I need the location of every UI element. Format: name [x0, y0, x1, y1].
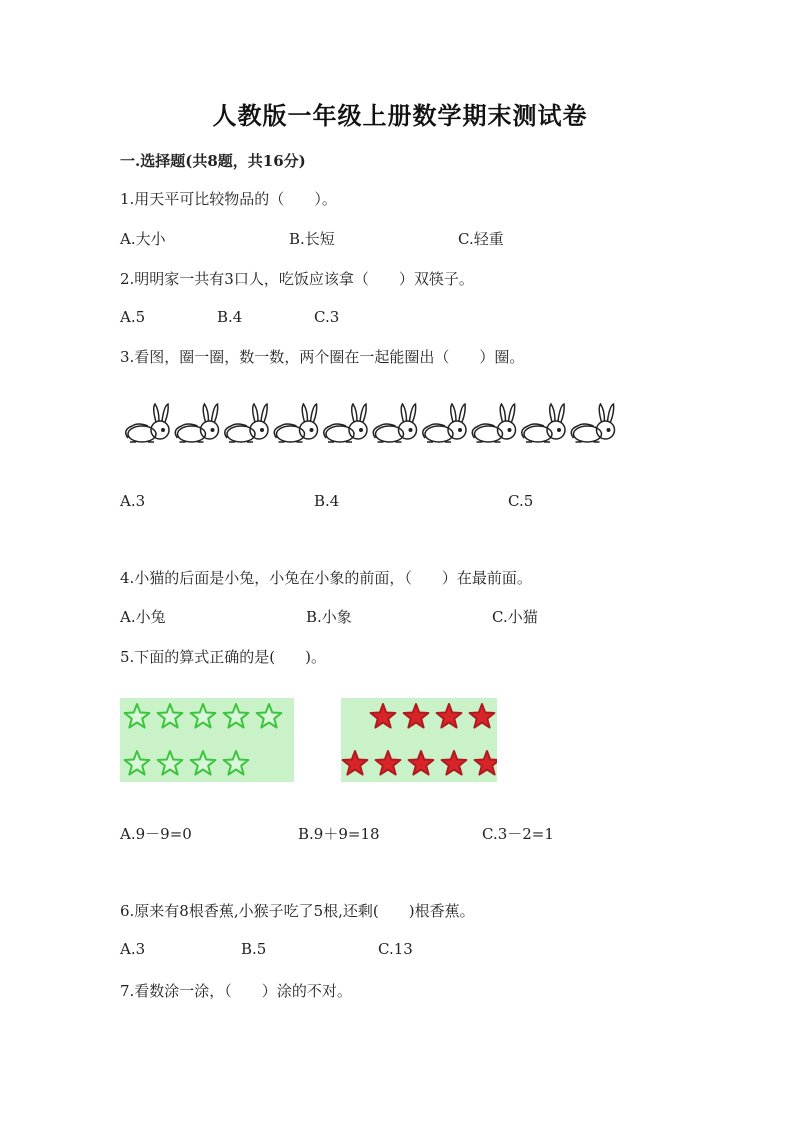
q2-option-b[interactable]: B.4	[217, 308, 243, 326]
q1-option-a[interactable]: A.大小	[120, 230, 166, 248]
q6-option-a[interactable]: A.3	[120, 940, 146, 958]
q2-option-c[interactable]: C.3	[314, 308, 340, 326]
rabbit-icon	[522, 404, 565, 442]
q4-option-c[interactable]: C.小猫	[492, 608, 538, 626]
q1-option-c[interactable]: C.轻重	[458, 230, 504, 248]
rabbits-figure	[122, 400, 622, 448]
q2-option-a[interactable]: A.5	[120, 308, 146, 326]
q1-option-b[interactable]: B.长短	[289, 230, 335, 248]
q6-option-c[interactable]: C.13	[378, 940, 413, 958]
green-stars-figure	[120, 698, 294, 782]
rabbit-icon	[225, 404, 268, 442]
q4-option-b[interactable]: B.小象	[306, 608, 352, 626]
question-5: 5.下面的算式正确的是( )。	[120, 648, 327, 666]
question-4: 4.小猫的后面是小兔，小兔在小象的前面，（ ）在最前面。	[120, 569, 532, 587]
q6-option-b[interactable]: B.5	[241, 940, 267, 958]
rabbit-icon	[175, 404, 218, 442]
q3-option-b[interactable]: B.4	[314, 492, 340, 510]
red-stars-figure	[341, 698, 497, 782]
question-6: 6.原来有8根香蕉,小猴子吃了5根,还剩( )根香蕉。	[120, 902, 475, 920]
q3-option-c[interactable]: C.5	[508, 492, 534, 510]
q5-option-a[interactable]: A.9－9=0	[120, 825, 192, 843]
q5-option-c[interactable]: C.3－2=1	[482, 825, 554, 843]
rabbit-icon	[274, 404, 317, 442]
rabbit-icon	[126, 404, 169, 442]
section-heading: 一.选择题(共8题，共16分)	[120, 152, 306, 170]
q5-option-b[interactable]: B.9＋9=18	[298, 825, 380, 843]
rabbit-icon	[324, 404, 367, 442]
question-2: 2.明明家一共有3口人，吃饭应该拿（ ）双筷子。	[120, 270, 474, 288]
rabbit-icon	[472, 404, 515, 442]
question-3: 3.看图，圈一圈，数一数，两个圈在一起能圈出（ ）圈。	[120, 348, 525, 366]
q3-option-a[interactable]: A.3	[120, 492, 146, 510]
q4-option-a[interactable]: A.小兔	[120, 608, 166, 626]
page-title: 人教版一年级上册数学期末测试卷	[212, 101, 588, 130]
rabbit-icon	[423, 404, 466, 442]
rabbit-icon	[373, 404, 416, 442]
question-1: 1.用天平可比较物品的（ ）。	[120, 190, 337, 208]
rabbit-icon	[571, 404, 614, 442]
question-7: 7.看数涂一涂，（ ）涂的不对。	[120, 982, 352, 1000]
